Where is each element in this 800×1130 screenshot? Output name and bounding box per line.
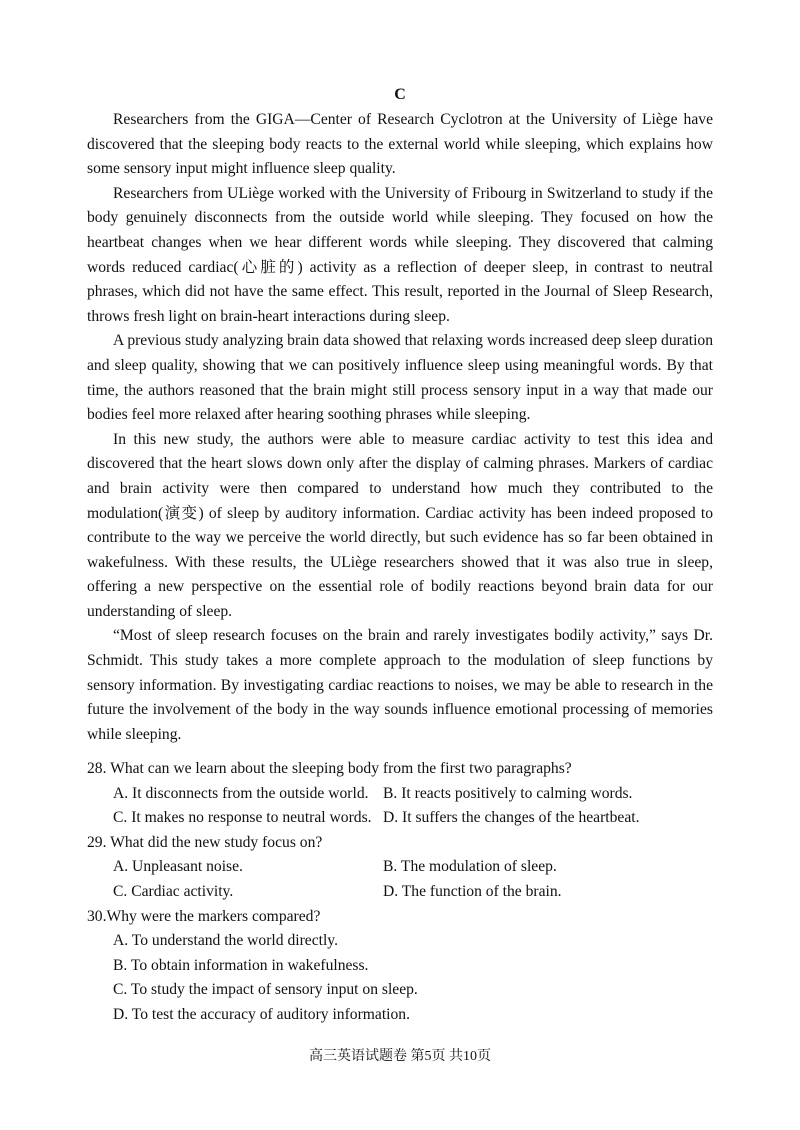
reading-passage — [87, 108, 713, 747]
option-d: D. It suffers the changes of the heartbeat. — [383, 809, 640, 827]
option-row — [87, 855, 727, 880]
option-b: B. The modulation of sleep. — [383, 858, 557, 876]
paragraph: A previous study analyzing brain data showed that relaxing words increased deep sleep duration and sleep quality, showing that we can positively influence sleep using meaningful words. By that time, the authors reasoned that the brain might still process sensory input in a way that made our bodies feel more relaxed after hearing soothing phrases while sleeping. — [87, 332, 713, 424]
option-row — [87, 880, 727, 905]
option-d: D. To test the accuracy of auditory information. — [113, 1005, 410, 1023]
option-a: A. Unpleasant noise. — [113, 858, 243, 876]
option-d: D. The function of the brain. — [383, 882, 562, 900]
option-c: C. Cardiac activity. — [113, 882, 234, 900]
paragraph: Researchers from the GIGA—Center of Research Cyclotron at the University of Liège have discovered that the sleeping body reacts to the external world while sleeping, which explains how some sensory input might influence sleep quality. — [87, 111, 713, 178]
question-stem: 30.Why were the markers compared? — [87, 907, 321, 925]
paragraph: Researchers from ULiège worked with the University of Fribourg in Switzerland to study if the body genuinely disconnects from the outside world while sleeping. They focused on how the heartbeat changes when we hear different words while sleeping. They discovered that calming words reduced cardiac(心脏的) activity as a reflection of deeper sleep, in contrast to neutral phrases, which did not have the same effect. This result, reported in the Journal of Sleep Research, throws fresh light on brain-heart interactions during sleep. — [87, 184, 713, 325]
option-b: B. It reacts positively to calming words. — [383, 784, 633, 802]
paragraph: “Most of sleep research focuses on the brain and rarely investigates bodily activity,” says Dr. Schmidt. This study takes a more complete approach to the modulation of sleep functions by sensory information. By investigating cardiac reactions to noises, we may be able to research in the future the involvement of the body in the way sounds influence emotional processing of memories while sleeping. — [87, 627, 713, 743]
question-list — [87, 757, 727, 1028]
option-b: B. To obtain information in wakefulness. — [113, 956, 369, 974]
page-footer: 高三英语试题卷 第5页 共10页 — [309, 1049, 491, 1064]
option-c: C. To study the impact of sensory input on sleep. — [113, 981, 418, 999]
option-row — [87, 806, 727, 831]
option-c: C. It makes no response to neutral words. — [113, 809, 372, 827]
paragraph: In this new study, the authors were able to measure cardiac activity to test this idea and discovered that the heart slows down only after the display of calming phrases. Markers of cardiac and brain activity were then compared to understand how much they contributed to the modulation(演变) of sleep by auditory information. Cardiac activity has been indeed proposed to contribute to the way we perceive the world directly, but such evidence has so far been obtained in wakefulness. With these results, the ULiège researchers showed that it was also true in sleep, offering a new perspective on the essential role of bodily reactions beyond brain data for our understanding of sleep. — [87, 430, 713, 620]
option-a: A. It disconnects from the outside world. — [113, 784, 369, 802]
option-row — [87, 782, 727, 807]
question-stem: 28. What can we learn about the sleeping body from the first two paragraphs? — [87, 760, 572, 777]
section-heading: C — [394, 86, 406, 103]
option-a: A. To understand the world directly. — [113, 932, 338, 950]
question-stem: 29. What did the new study focus on? — [87, 833, 323, 851]
